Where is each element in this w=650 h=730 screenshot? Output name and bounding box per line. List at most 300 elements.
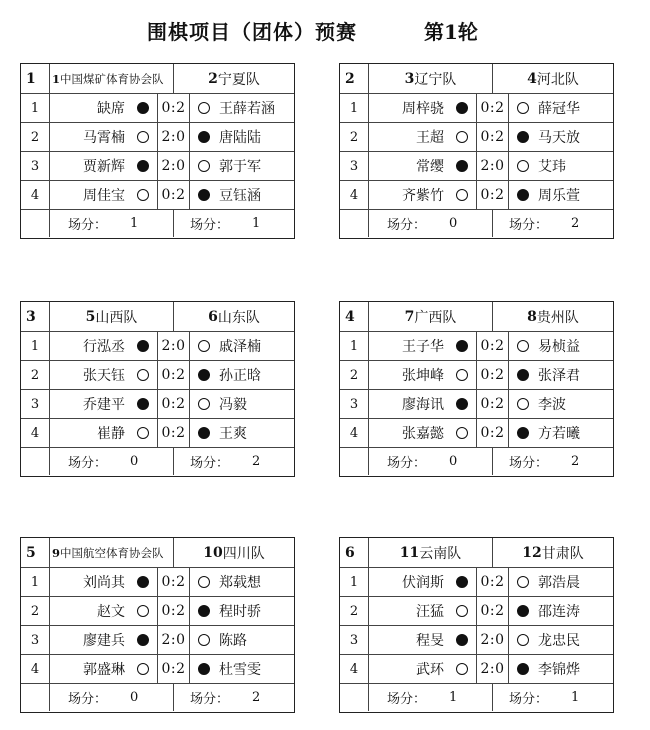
player-a-stone-cell [448,123,476,151]
team-a-cell [368,64,492,93]
game-row [340,596,613,625]
game-score: 2:0 [157,152,189,180]
team-a-name: 辽宁队 [414,71,457,88]
game-score: 0:2 [476,568,508,596]
game-row [21,596,294,625]
player-b-stone-cell [508,181,536,209]
team-a-total-value: 0 [130,690,139,705]
player-b-stone-cell [508,597,536,625]
page-header [0,14,650,46]
player-a-stone-cell [448,655,476,683]
player-a-stone-cell [448,419,476,447]
player-b-name: 唐陆陆 [219,130,261,146]
match-number: 4 [345,308,355,325]
team-b-cell [173,64,294,93]
game-row [21,654,294,683]
player-b-name: 郑载想 [219,575,261,591]
team-a-number: 11 [399,544,420,561]
game-score: 0:2 [157,361,189,389]
board-number: 2 [30,603,40,619]
white-stone-icon [456,369,468,381]
match-total-row [340,447,613,475]
player-b-name: 薛冠华 [538,101,580,117]
team-b-cell [173,538,294,567]
team-b-number: 2 [208,70,218,87]
player-b-stone-cell [508,626,536,654]
player-a-stone-cell [448,181,476,209]
game-score: 0:2 [476,361,508,389]
team-b-total [173,210,294,237]
game-score: 0:2 [157,419,189,447]
player-a-stone-cell [448,568,476,596]
team-a-total [49,684,173,711]
game-row [340,654,613,683]
match-table [339,63,614,239]
player-a-name: 周梓骁 [368,94,448,122]
board-number: 3 [349,158,359,174]
game-row [21,93,294,122]
total-label: 场分： [68,218,108,233]
board-number: 2 [349,129,359,145]
player-b-stone-cell [508,361,536,389]
team-a-total-value: 1 [130,216,139,231]
player-b-name: 杜雪雯 [219,662,261,678]
black-stone-icon [198,369,210,381]
match-number: 1 [26,70,36,87]
player-a-stone-cell [448,152,476,180]
board-number: 2 [30,129,40,145]
match-header-row [340,302,613,331]
game-row [340,331,613,360]
player-b-name: 孙正晗 [219,368,261,384]
team-b-total-value: 1 [252,216,261,231]
total-label: 场分： [509,218,549,233]
team-a-total [49,448,173,475]
player-a-name: 汪猛 [368,597,448,625]
board-number: 1 [30,100,40,116]
team-b-total-value: 2 [571,216,580,231]
player-a-name: 张嘉懿 [368,419,448,447]
player-b-name: 程时骄 [219,604,261,620]
player-b-name: 张泽君 [538,368,580,384]
white-stone-icon [198,398,210,410]
white-stone-icon [137,605,149,617]
team-b-name: 贵州队 [536,309,579,326]
player-a-stone-cell [448,332,476,360]
total-label: 场分： [68,456,108,471]
black-stone-icon [137,160,149,172]
match-header-row [21,302,294,331]
player-b-name: 龙忠民 [538,633,580,649]
game-row [340,567,613,596]
team-a-cell [368,538,492,567]
team-a-number: 3 [404,70,415,87]
white-stone-icon [198,102,210,114]
player-b-name: 马天放 [538,130,580,146]
black-stone-icon [456,634,468,646]
black-stone-icon [456,576,468,588]
total-label: 场分： [509,692,549,707]
player-b-stone-cell [189,332,217,360]
white-stone-icon [198,576,210,588]
player-b-stone-cell [189,597,217,625]
player-b-stone-cell [508,655,536,683]
game-row [340,93,613,122]
team-b-cell [173,302,294,331]
game-score: 0:2 [476,94,508,122]
team-b-number: 4 [527,70,537,87]
white-stone-icon [456,605,468,617]
player-a-stone-cell [448,597,476,625]
black-stone-icon [456,340,468,352]
player-b-stone-cell [189,181,217,209]
player-b-stone-cell [189,152,217,180]
player-b-name: 冯毅 [219,397,247,413]
player-b-stone-cell [508,332,536,360]
team-a-name: 云南队 [419,545,462,562]
team-b-total-value: 1 [571,690,580,705]
match-number: 5 [26,544,36,561]
team-b-number: 8 [527,308,537,325]
player-a-stone-cell [129,152,157,180]
game-score: 0:2 [476,390,508,418]
game-row [21,331,294,360]
team-b-total [173,684,294,711]
team-a-total-value: 1 [449,690,458,705]
total-label: 场分： [509,456,549,471]
empty-cell [340,684,368,711]
player-a-name: 齐紫竹 [368,181,448,209]
black-stone-icon [198,427,210,439]
player-b-name: 艾玮 [538,159,566,175]
player-a-stone-cell [129,626,157,654]
player-a-name: 行泓丞 [49,332,129,360]
player-b-stone-cell [508,390,536,418]
white-stone-icon [456,663,468,675]
board-number: 1 [30,338,40,354]
player-a-stone-cell [448,361,476,389]
team-b-total-value: 2 [252,690,261,705]
player-a-name: 崔静 [49,419,129,447]
white-stone-icon [517,160,529,172]
team-a-name: 山西队 [95,309,138,326]
player-b-stone-cell [508,94,536,122]
game-row [21,151,294,180]
player-b-stone-cell [508,419,536,447]
team-b-total [173,448,294,475]
player-a-stone-cell [129,94,157,122]
empty-cell [340,448,368,475]
white-stone-icon [137,427,149,439]
team-a-total [368,684,492,711]
team-a-name: 广西队 [414,309,457,326]
game-row [340,122,613,151]
black-stone-icon [198,189,210,201]
player-b-name: 邵连涛 [538,604,580,620]
player-a-stone-cell [448,626,476,654]
game-score: 0:2 [157,655,189,683]
player-a-name: 常缨 [368,152,448,180]
board-number: 1 [349,100,359,116]
player-a-stone-cell [448,390,476,418]
team-a-total-value: 0 [449,454,458,469]
white-stone-icon [456,427,468,439]
team-a-number: 5 [85,308,96,325]
player-a-stone-cell [129,419,157,447]
player-a-name: 伏润斯 [368,568,448,596]
player-b-name: 郭于军 [219,159,261,175]
team-b-name: 甘肃队 [541,545,584,562]
page-title: 围棋项目（团体）预赛 [147,20,357,44]
board-number: 3 [30,632,40,648]
empty-cell [340,210,368,237]
team-a-cell [49,302,173,331]
board-number: 2 [349,603,359,619]
player-a-stone-cell [129,568,157,596]
team-a-cell [49,64,173,93]
empty-cell [21,684,49,711]
team-b-total [492,210,613,237]
team-a-number: 1 [52,71,61,86]
player-a-name: 周佳宝 [49,181,129,209]
white-stone-icon [517,102,529,114]
team-a-total-value: 0 [130,454,139,469]
game-row [21,625,294,654]
player-b-stone-cell [508,123,536,151]
white-stone-icon [137,369,149,381]
game-score: 2:0 [476,655,508,683]
white-stone-icon [137,189,149,201]
team-b-cell [492,302,613,331]
player-a-name: 程旻 [368,626,448,654]
team-b-number: 10 [203,544,223,561]
board-number: 2 [30,367,40,383]
board-number: 4 [349,661,359,677]
match-total-row [340,683,613,711]
total-label: 场分： [387,218,427,233]
player-a-stone-cell [129,390,157,418]
match-total-row [21,683,294,711]
white-stone-icon [198,340,210,352]
board-number: 3 [30,158,40,174]
game-score: 0:2 [157,390,189,418]
game-score: 0:2 [157,94,189,122]
game-score: 2:0 [157,332,189,360]
black-stone-icon [517,427,529,439]
game-score: 0:2 [476,123,508,151]
white-stone-icon [198,634,210,646]
player-a-name: 刘尚其 [49,568,129,596]
player-a-name: 廖建兵 [49,626,129,654]
team-a-number: 7 [404,308,415,325]
team-b-total [492,684,613,711]
game-score: 2:0 [476,626,508,654]
player-a-name: 郭盛琳 [49,655,129,683]
board-number: 1 [30,574,40,590]
board-number: 2 [349,367,359,383]
game-score: 2:0 [157,123,189,151]
board-number: 4 [349,187,359,203]
team-b-total [492,448,613,475]
player-b-name: 陈路 [219,633,247,649]
empty-cell [21,448,49,475]
player-b-name: 李波 [538,397,566,413]
player-a-name: 廖海讯 [368,390,448,418]
player-b-name: 李锦烨 [538,662,580,678]
empty-cell [21,210,49,237]
board-number: 3 [349,632,359,648]
board-number: 1 [349,338,359,354]
game-score: 0:2 [476,332,508,360]
player-a-name: 武环 [368,655,448,683]
team-b-name: 山东队 [217,309,260,326]
player-b-name: 易桢益 [538,339,580,355]
black-stone-icon [456,102,468,114]
black-stone-icon [517,605,529,617]
player-a-stone-cell [129,123,157,151]
black-stone-icon [517,189,529,201]
total-label: 场分： [190,692,230,707]
game-row [340,625,613,654]
board-number: 3 [349,396,359,412]
game-score: 0:2 [476,419,508,447]
white-stone-icon [456,189,468,201]
match-total-row [340,209,613,237]
black-stone-icon [456,398,468,410]
player-b-name: 王爽 [219,426,247,442]
player-a-name: 张天钰 [49,361,129,389]
white-stone-icon [517,398,529,410]
player-a-name: 缺席 [49,94,129,122]
player-a-name: 王子华 [368,332,448,360]
board-number: 4 [349,425,359,441]
team-a-cell [368,302,492,331]
player-b-stone-cell [189,94,217,122]
black-stone-icon [137,634,149,646]
black-stone-icon [137,398,149,410]
team-b-cell [492,64,613,93]
board-number: 4 [30,187,40,203]
player-b-stone-cell [508,152,536,180]
match-table [339,301,614,477]
round-label: 第1轮 [424,20,478,44]
player-b-stone-cell [508,568,536,596]
game-row [340,360,613,389]
player-b-stone-cell [189,390,217,418]
black-stone-icon [137,102,149,114]
game-score: 0:2 [157,181,189,209]
game-row [21,389,294,418]
white-stone-icon [456,131,468,143]
player-a-stone-cell [448,94,476,122]
player-a-name: 马霄楠 [49,123,129,151]
player-a-name: 乔建平 [49,390,129,418]
white-stone-icon [137,131,149,143]
black-stone-icon [198,663,210,675]
team-a-name: 中国煤矿体育协会队 [60,71,164,86]
team-a-cell [49,538,173,567]
game-row [340,180,613,209]
black-stone-icon [517,663,529,675]
match-header-row [340,538,613,567]
game-row [340,418,613,447]
team-b-total-value: 2 [571,454,580,469]
player-b-name: 豆钰涵 [219,188,261,204]
player-b-stone-cell [189,123,217,151]
team-b-name: 四川队 [222,545,265,562]
match-header-row [21,64,294,93]
board-number: 4 [30,661,40,677]
black-stone-icon [137,340,149,352]
black-stone-icon [456,160,468,172]
player-b-name: 戚泽楠 [219,339,261,355]
player-b-stone-cell [189,568,217,596]
match-number: 3 [26,308,36,325]
player-a-stone-cell [129,597,157,625]
match-table [20,301,295,477]
game-row [340,389,613,418]
player-a-name: 贾新辉 [49,152,129,180]
player-a-stone-cell [129,181,157,209]
game-row [21,360,294,389]
team-b-number: 6 [208,308,218,325]
board-number: 4 [30,425,40,441]
game-row [21,418,294,447]
team-b-name: 宁夏队 [217,71,260,88]
total-label: 场分： [387,692,427,707]
match-table [339,537,614,713]
player-a-name: 王超 [368,123,448,151]
player-a-stone-cell [129,655,157,683]
team-a-total [368,448,492,475]
team-b-cell [492,538,613,567]
player-a-name: 赵文 [49,597,129,625]
white-stone-icon [517,576,529,588]
board-number: 3 [30,396,40,412]
game-row [340,151,613,180]
black-stone-icon [198,131,210,143]
team-b-name: 河北队 [536,71,579,88]
game-score: 0:2 [157,597,189,625]
player-b-name: 方若曦 [538,426,580,442]
black-stone-icon [137,576,149,588]
board-number: 1 [349,574,359,590]
team-a-total [49,210,173,237]
black-stone-icon [517,131,529,143]
game-row [21,567,294,596]
game-score: 0:2 [476,181,508,209]
match-total-row [21,447,294,475]
black-stone-icon [517,369,529,381]
player-a-stone-cell [129,332,157,360]
total-label: 场分： [190,456,230,471]
total-label: 场分： [387,456,427,471]
game-score: 2:0 [476,152,508,180]
match-table [20,537,295,713]
team-a-number: 9 [52,545,61,560]
team-a-total-value: 0 [449,216,458,231]
white-stone-icon [198,160,210,172]
white-stone-icon [137,663,149,675]
game-row [21,122,294,151]
match-table [20,63,295,239]
team-b-number: 12 [522,544,542,561]
total-label: 场分： [68,692,108,707]
white-stone-icon [517,634,529,646]
team-a-name: 中国航空体育协会队 [60,545,164,560]
white-stone-icon [517,340,529,352]
game-row [21,180,294,209]
